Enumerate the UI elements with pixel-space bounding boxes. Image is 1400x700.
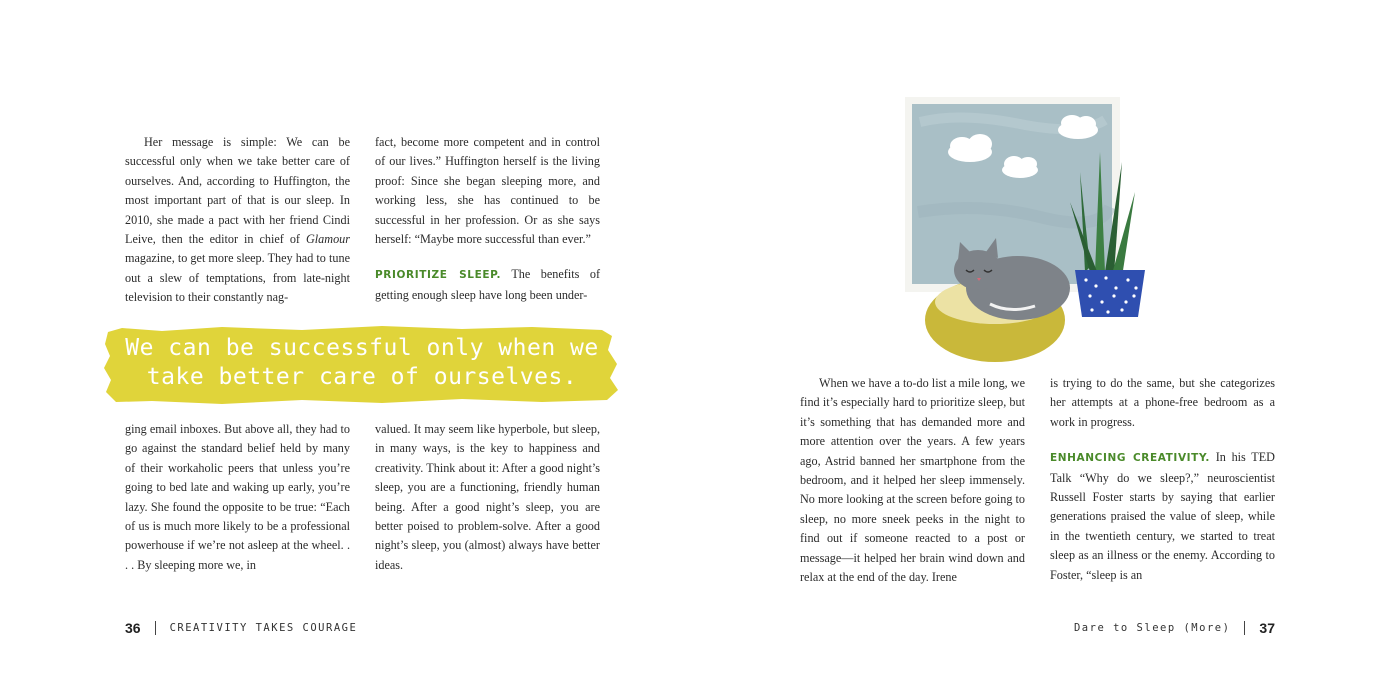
pull-quote bbox=[102, 322, 622, 408]
cat-sleeping-by-window-illustration bbox=[900, 92, 1160, 367]
pull-quote-line2: take better care of ourselves. bbox=[146, 364, 578, 390]
left-col2-top-paragraph2: The benefits of getting enough sleep have long been under- bbox=[375, 267, 600, 302]
pull-quote-line1: We can be successful only when we bbox=[125, 335, 599, 361]
page-number-left: 36 bbox=[125, 620, 141, 636]
page-number-right: 37 bbox=[1259, 620, 1275, 636]
right-col1-text: When we have a to-do list a mile long, we find it’s especially hard to prioritize sleep, but it’s something that has demanded more and more attention over the years. A few years ago, Astrid banned her smartphone from the bedroom, and it helped her sleep immensely. No more looking at the screen before going to sleep, no more sneek peeks in the night to find out if someone reacted to a post or message—it helped her brain wind down and relax at the end of the day. Irene bbox=[800, 376, 1025, 585]
left-col2-bottom bbox=[375, 420, 600, 575]
section-heading-enhancing-creativity: ENHANCING CREATIVITY. bbox=[1050, 452, 1210, 465]
left-col1-top-text-after: magazine, to get more sleep. They had to tune out a slew of temptations, from late-night television to their constantly nag- bbox=[125, 251, 350, 305]
left-col1-top-text: Her message is simple: We can be successful only when we take better care of ourselves. And, according to Huffington, the most important part of that is our sleep. In 2010, she made a pact with her friend Cindi Leive, then the editor in chief of bbox=[125, 135, 350, 247]
magazine-name: Glamour bbox=[305, 232, 350, 247]
right-footer bbox=[1074, 620, 1275, 636]
footer-divider bbox=[1244, 621, 1245, 635]
right-col1 bbox=[800, 374, 1025, 587]
left-col1-bottom bbox=[125, 420, 350, 575]
left-col1-bottom-text: ging email inboxes. But above all, they had to go against the standard belief held by many of their workaholic peers that unless you’re going to bed late and waking up early, you’re lazy. She found the opposite to be true: “Each of us is much more likely to be a professional powerhouse if we’re not asleep at the wheel. . . . By sleeping more we, in bbox=[125, 422, 350, 572]
left-col2-top-paragraph: fact, become more competent and in control of our lives.” Huffington herself is the living proof: Since she began sleeping more, and working less, she has continued to be successful in her profession. Or as she says herself: “Maybe more successful than ever.” bbox=[375, 135, 600, 247]
left-col2-top bbox=[375, 133, 600, 305]
running-head-left: CREATIVITY TAKES COURAGE bbox=[169, 622, 358, 634]
right-col2-paragraph1: is trying to do the same, but she categorizes her attempts at a phone-free bedroom as a work in progress. bbox=[1050, 376, 1275, 429]
right-col2 bbox=[1050, 374, 1275, 585]
right-page bbox=[700, 0, 1400, 700]
section-heading-prioritize-sleep: PRIORITIZE SLEEP. bbox=[375, 269, 502, 282]
left-col2-bottom-text: valued. It may seem like hyperbole, but sleep, in many ways, is the key to happiness and creativity. Think about it: After a good night’s sleep, you are a functioning, friendly human being. After a good night’s sleep, you are better poised to problem-solve. After a good night’s sleep, you (almost) always have better ideas. bbox=[375, 422, 600, 572]
footer-divider bbox=[155, 621, 156, 635]
right-col2-paragraph2: In his TED Talk “Why do we sleep?,” neuroscientist Russell Foster starts by saying that earlier generations praised the value of sleep, while in the twentieth century, we started to treat sleep as an illness or the enemy. According to Foster, “sleep is an bbox=[1050, 450, 1275, 582]
running-head-right: Dare to Sleep (More) bbox=[1073, 622, 1231, 634]
plant-pot bbox=[1075, 270, 1145, 317]
left-col1-top bbox=[125, 133, 350, 308]
left-footer bbox=[125, 620, 357, 636]
